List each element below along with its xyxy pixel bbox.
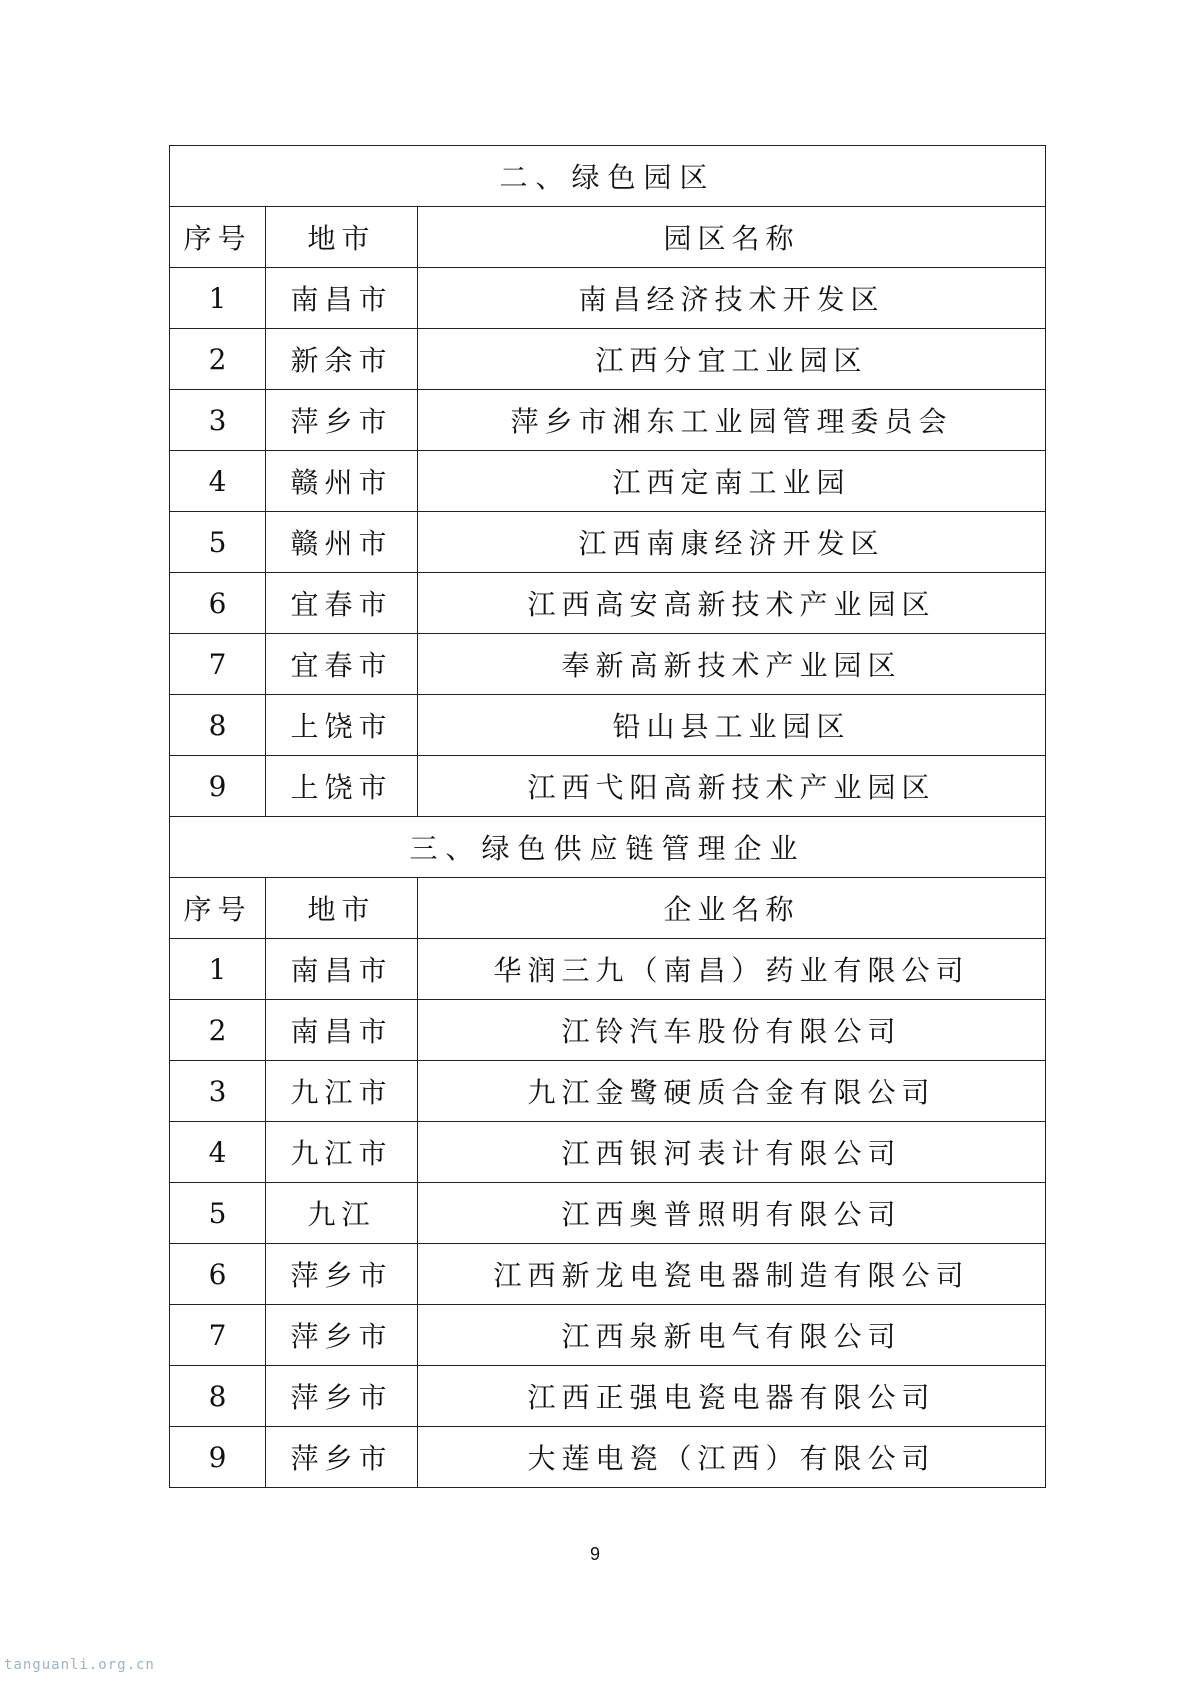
row-city: 新余市 [266,329,418,390]
row-name: 江西分宜工业园区 [418,329,1046,390]
table-row [170,1122,1046,1183]
row-name: 江西弋阳高新技术产业园区 [418,756,1046,817]
row-index: 4 [170,451,266,512]
row-index: 9 [170,1427,266,1488]
table-row [170,1244,1046,1305]
header-city: 地市 [266,878,418,939]
table-row [170,268,1046,329]
table-row [170,1427,1046,1488]
row-name: 江西新龙电瓷电器制造有限公司 [418,1244,1046,1305]
table-row [170,695,1046,756]
row-name: 华润三九（南昌）药业有限公司 [418,939,1046,1000]
row-city: 南昌市 [266,268,418,329]
list-table [169,145,1046,1488]
section-title: 二、绿色园区 [170,146,1046,207]
table-row [170,1183,1046,1244]
row-index: 2 [170,1000,266,1061]
table-row [170,329,1046,390]
row-index: 3 [170,390,266,451]
row-name: 江西高安高新技术产业园区 [418,573,1046,634]
row-city: 宜春市 [266,634,418,695]
table-row [170,1000,1046,1061]
row-index: 7 [170,634,266,695]
row-name: 江铃汽车股份有限公司 [418,1000,1046,1061]
table-body [170,146,1046,1488]
header-row [170,878,1046,939]
row-index: 1 [170,939,266,1000]
row-city: 赣州市 [266,512,418,573]
row-name: 江西泉新电气有限公司 [418,1305,1046,1366]
row-name: 江西定南工业园 [418,451,1046,512]
watermark: tanguanli.org.cn [4,1657,155,1673]
page-number: 9 [589,1544,600,1564]
row-index: 4 [170,1122,266,1183]
row-name: 江西正强电瓷电器有限公司 [418,1366,1046,1427]
row-index: 6 [170,573,266,634]
row-city: 萍乡市 [266,390,418,451]
header-name: 企业名称 [418,878,1046,939]
row-index: 5 [170,512,266,573]
row-name: 江西南康经济开发区 [418,512,1046,573]
row-name: 萍乡市湘东工业园管理委员会 [418,390,1046,451]
row-city: 南昌市 [266,1000,418,1061]
table-row [170,451,1046,512]
table-row [170,634,1046,695]
table-row [170,1061,1046,1122]
row-index: 9 [170,756,266,817]
row-name: 大莲电瓷（江西）有限公司 [418,1427,1046,1488]
section-title: 三、绿色供应链管理企业 [170,817,1046,878]
table-row [170,1305,1046,1366]
row-index: 5 [170,1183,266,1244]
row-city: 南昌市 [266,939,418,1000]
row-city: 九江市 [266,1061,418,1122]
row-name: 江西银河表计有限公司 [418,1122,1046,1183]
row-city: 萍乡市 [266,1366,418,1427]
row-index: 1 [170,268,266,329]
row-name: 铅山县工业园区 [418,695,1046,756]
header-name: 园区名称 [418,207,1046,268]
table-row [170,512,1046,573]
header-index: 序号 [170,878,266,939]
row-name: 九江金鹭硬质合金有限公司 [418,1061,1046,1122]
table-row [170,939,1046,1000]
row-city: 九江市 [266,1122,418,1183]
row-index: 8 [170,1366,266,1427]
row-city: 上饶市 [266,756,418,817]
row-city: 萍乡市 [266,1244,418,1305]
row-index: 3 [170,1061,266,1122]
row-city: 九江 [266,1183,418,1244]
header-city: 地市 [266,207,418,268]
row-name: 奉新高新技术产业园区 [418,634,1046,695]
row-city: 萍乡市 [266,1427,418,1488]
section-title-row [170,146,1046,207]
row-city: 宜春市 [266,573,418,634]
row-name: 江西奥普照明有限公司 [418,1183,1046,1244]
row-city: 萍乡市 [266,1305,418,1366]
header-index: 序号 [170,207,266,268]
table-row [170,756,1046,817]
header-row [170,207,1046,268]
row-index: 6 [170,1244,266,1305]
table-row [170,1366,1046,1427]
row-index: 8 [170,695,266,756]
row-city: 赣州市 [266,451,418,512]
row-city: 上饶市 [266,695,418,756]
table-row [170,573,1046,634]
row-index: 7 [170,1305,266,1366]
table-row [170,390,1046,451]
section-title-row [170,817,1046,878]
row-index: 2 [170,329,266,390]
row-name: 南昌经济技术开发区 [418,268,1046,329]
